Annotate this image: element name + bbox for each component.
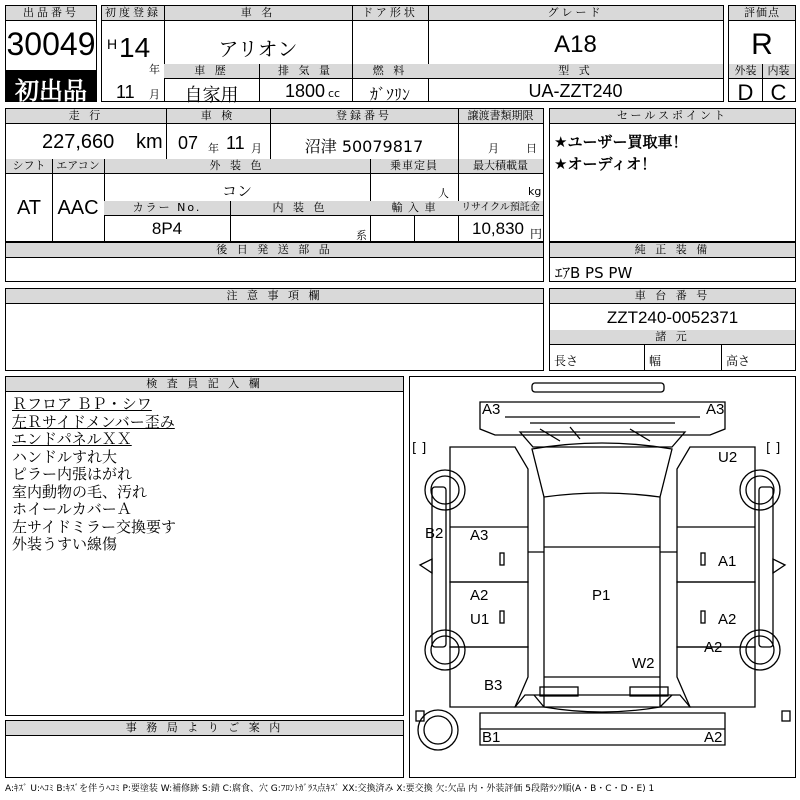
right-rear-door — [677, 582, 755, 647]
office-label: 事 務 局 よ り ご 案 内 — [6, 721, 403, 736]
int-color-label: 内 装 色 — [230, 201, 370, 216]
damage-mark: A1 — [718, 553, 737, 570]
damage-mark: P1 — [592, 587, 611, 604]
mileage: 227,660 — [42, 131, 115, 153]
era: H — [107, 36, 118, 52]
damage-mark: A3 — [706, 401, 725, 418]
car-diagram-box — [409, 376, 796, 778]
inspector-notes — [12, 396, 176, 554]
hood — [520, 432, 685, 447]
sales-points-box — [549, 108, 796, 242]
aircon-label: エアコン — [52, 159, 104, 174]
front-panel — [480, 402, 725, 435]
note-line: 室内動物の毛、汚れ — [12, 482, 148, 501]
model: UA-ZZT240 — [528, 81, 623, 101]
lot-number: 30049 — [6, 26, 96, 62]
inspector-box — [5, 376, 404, 716]
note-line: 左サイドミラー交換要す — [12, 517, 176, 536]
damage-mark: B3 — [484, 677, 503, 694]
note-line: 外装うすい線傷 — [12, 535, 118, 553]
length-label: 長さ — [554, 354, 579, 368]
ext-color: コン — [221, 182, 252, 200]
car-diagram — [410, 377, 795, 777]
caution-label: 注 意 事 項 欄 — [6, 289, 543, 304]
color-no-label: カラー No. — [104, 201, 230, 216]
aircon: AAC — [57, 197, 99, 219]
transfer-day-unit: 日 — [526, 142, 537, 155]
damage-mark: A2 — [718, 611, 737, 628]
note-line: エンドパネルＸＸ — [12, 430, 132, 448]
mileage-label: 走 行 — [6, 109, 166, 124]
inspector-label: 検 査 員 記 入 欄 — [6, 377, 403, 392]
roof — [544, 497, 660, 712]
damage-mark: A3 — [482, 401, 501, 418]
ext-color-label: 外 装 色 — [104, 159, 370, 174]
insp-month: 11 — [226, 133, 245, 153]
sales-points-label: セールスポイント — [550, 109, 795, 124]
damage-mark: B2 — [425, 525, 444, 542]
damage-mark: A2 — [704, 729, 723, 746]
office-box — [5, 720, 404, 778]
vehicle-header-box — [101, 5, 724, 106]
sales-point-1: ★ユーザー買取車！ — [554, 133, 688, 151]
parts-label: 後 日 発 送 部 品 — [6, 243, 543, 258]
score: R — [751, 28, 773, 61]
lot-number-box — [5, 5, 97, 105]
mileage-unit: km — [136, 131, 163, 153]
fuel: ｶﾞｿﾘﾝ — [369, 85, 410, 104]
left-front-fender — [450, 447, 528, 582]
insp-month-unit: 月 — [251, 142, 262, 155]
recycle-unit: 円 — [530, 227, 543, 241]
damage-mark: W2 — [632, 655, 655, 672]
shift: AT — [16, 197, 42, 219]
caution-box — [5, 288, 544, 371]
recycle-label: リサイクル預託金 — [458, 201, 543, 216]
transfer-month-unit: 月 — [488, 142, 499, 155]
bracket-left: [ ] — [412, 441, 427, 456]
displacement: 1800 — [285, 81, 326, 101]
trunk — [515, 695, 690, 707]
damage-mark: U2 — [718, 449, 738, 466]
right-front-fender — [677, 447, 755, 582]
dims-label: 諸 元 — [550, 330, 795, 345]
capacity-unit: 人 — [438, 187, 449, 200]
legend: A:ｷｽﾞ U:ﾍｺﾐ B:ｷｽﾞを伴うﾍｺﾐ P:要塗装 W:補修跡 S:錆 C:腐食、穴 G:ﾌﾛﾝﾄｶﾞﾗｽ点ｷｽﾞ XX:交換済み X:要交換 欠:欠品 内・外装評価 5段階ﾗﾝｸ順(A・B・C・D・E) 1 — [5, 784, 655, 794]
damage-mark: B1 — [482, 729, 501, 746]
lot-number-label: 出品番号 — [6, 6, 96, 21]
note-line: ハンドルすれ大 — [12, 447, 118, 466]
right-rear-fender — [677, 647, 755, 707]
first-listing-text: 初出品 — [15, 77, 87, 105]
left-rocker — [432, 487, 446, 647]
grade-label: グレード — [428, 6, 723, 21]
car-name-label: 車 名 — [164, 6, 352, 21]
damage-mark: A2 — [470, 587, 489, 604]
transfer-label: 譲渡書類期限 — [458, 109, 543, 124]
note-line: ピラー内張はがれ — [12, 465, 133, 483]
note-line: 左Ｒサイドメンバー歪み — [12, 412, 175, 431]
sales-point-2: ★オーディオ！ — [554, 155, 657, 173]
first-reg-label: 初度登録 — [102, 6, 164, 21]
spec-box — [5, 108, 544, 242]
height-label: 高さ — [726, 354, 751, 368]
damage-mark: A2 — [704, 639, 723, 656]
door-label: ドア形状 — [352, 6, 428, 21]
displacement-unit: cc — [328, 87, 341, 100]
note-line: Ｒフロア ＢＰ・シワ — [12, 395, 152, 413]
chassis-box — [549, 288, 796, 371]
model-label: 型 式 — [428, 64, 723, 79]
insp-year-unit: 年 — [208, 142, 219, 155]
shift-label: シフト — [6, 159, 52, 174]
history: 自家用 — [184, 85, 239, 106]
first-reg-year: 14 — [119, 32, 151, 63]
chassis-label: 車 台 番 号 — [550, 289, 795, 304]
windshield — [532, 443, 672, 497]
int-color-unit: 系 — [356, 229, 367, 242]
right-rocker — [759, 487, 773, 647]
equipment-label: 純 正 装 備 — [550, 243, 795, 258]
recycle: 10,830 — [472, 219, 524, 238]
month-unit: 月 — [149, 88, 160, 101]
score-box — [728, 5, 796, 105]
color-no: 8P4 — [151, 219, 183, 238]
interior-grade: C — [770, 80, 787, 105]
parts-box — [5, 242, 544, 282]
note-line: ホイールカバーＡ — [12, 500, 132, 518]
load-label: 最大積載量 — [458, 159, 543, 174]
insp-year: 07 — [178, 133, 199, 153]
capacity-label: 乗車定員 — [370, 159, 458, 174]
exterior-label: 外装 — [729, 64, 762, 79]
interior-label: 内装 — [762, 64, 795, 79]
score-label: 評価点 — [729, 6, 795, 21]
damage-mark: U1 — [470, 611, 490, 628]
grade: A18 — [554, 31, 597, 58]
equipment-box — [549, 242, 796, 282]
reg-label: 登録番号 — [270, 109, 458, 124]
exterior-grade: D — [737, 80, 754, 105]
history-label: 車 歴 — [164, 64, 259, 79]
load-unit: kg — [528, 185, 542, 198]
damage-mark: A3 — [470, 527, 489, 544]
displacement-label: 排 気 量 — [259, 64, 352, 79]
import-label: 輸 入 車 — [370, 201, 458, 216]
width-label: 幅 — [649, 354, 662, 368]
bracket-right: [ ] — [766, 441, 781, 456]
front-bumper — [532, 383, 664, 392]
fuel-label: 燃 料 — [352, 64, 428, 79]
equipment-value: ｴｱB PS PW — [555, 264, 633, 282]
first-reg-month: 11 — [116, 82, 135, 102]
year-unit: 年 — [149, 63, 160, 76]
chassis-number: ZZT240-0052371 — [606, 308, 739, 327]
reg-number: 沼津 50079817 — [304, 137, 424, 156]
car-name: アリオン — [218, 37, 298, 61]
inspection-label: 車 検 — [166, 109, 270, 124]
